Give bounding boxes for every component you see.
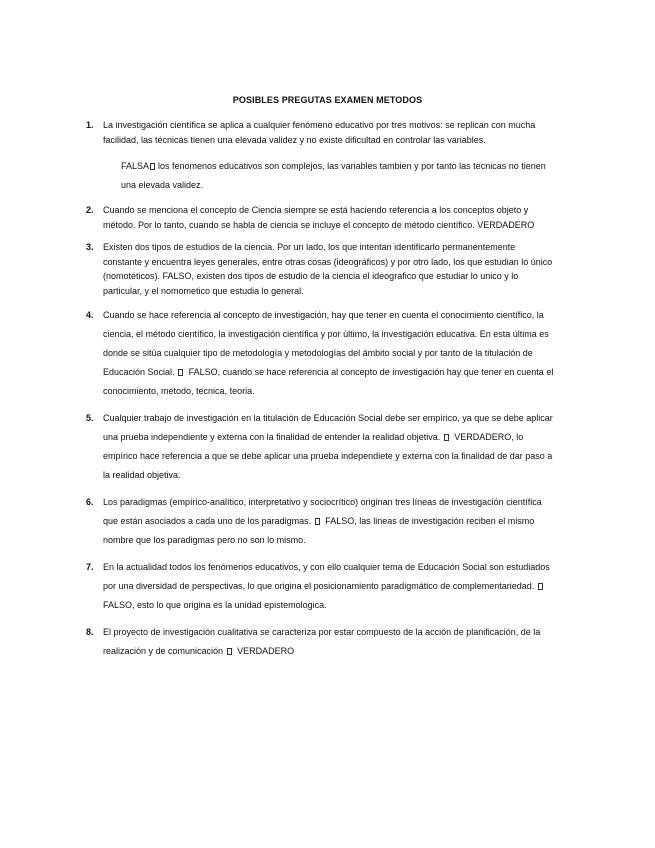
item-number: 2. <box>86 205 94 215</box>
list-item <box>86 493 556 550</box>
answer-text: FALSO, las lineas de investigación reciben el mismo nombre que los paradigmas pero no son lo mismo. <box>103 516 535 545</box>
item-number: 1. <box>86 120 94 130</box>
question-text: Existen dos tipos de estudios de la ciencia. Por un lado, los que intentan identificarlo permanentemente constante y encuentra leyes generales, entre otras cosas (ideográficos) y por otro lado, los que estudian lo único (nomotéticos). <box>103 242 553 281</box>
page-title: POSIBLES PREGUTAS EXAMEN METODOS <box>232 95 423 105</box>
item-number: 3. <box>86 242 94 252</box>
list-item <box>86 623 556 661</box>
missing-glyph-icon <box>178 369 183 376</box>
list-item <box>86 558 556 615</box>
list-item <box>86 240 556 298</box>
question-text: La investigación científica se aplica a cualquier fenómeno educativo por tres motivos: se replican con mucha facilidad, las técnicas tienen una elevada validez y no existe dificultad en controlar las variables. <box>103 120 536 145</box>
list-item <box>86 409 556 485</box>
list-item <box>86 203 556 232</box>
answer-text: VERDADERO <box>477 219 535 230</box>
missing-glyph-icon <box>444 434 449 441</box>
answer-block <box>121 157 556 195</box>
list-item <box>86 118 556 195</box>
question-text: Cuando se hace referencia al concepto de investigación, hay que tener en cuenta el conocimiento científico, la ciencia, el método científico, la investigación científica y por último, la investigación educativa. En esta última es donde se sitúa cualquier tipo de metodología y metodologías del ámbito social y por tanto de la titulación de Educación Social. <box>103 310 549 377</box>
answer-text: FALSO, existen dos tipos de estudio de la ciencia el ideografico que estudiar lo unico y lo particular, y el nomometico que estudia lo general. <box>103 271 519 296</box>
answer-label: FALSA <box>121 161 150 171</box>
list-item <box>86 306 556 401</box>
question-text: Los paradigmas (empírico-analítico, interpretativo y sociocrítico) originan tres líneas de investigación científica que están asociados a cada uno de los paradigmas. <box>103 497 542 526</box>
question-text: El proyecto de investigación cualitativa se caracteriza por estar compuesto de la acción de planificación, de la realización y de comunicación <box>103 627 541 656</box>
missing-glyph-icon <box>227 648 232 655</box>
missing-glyph-icon <box>150 163 155 170</box>
item-number: 8. <box>86 627 94 637</box>
question-text: Cualquier trabajo de investigación en la titulación de Educación Social debe ser empírico, ya que se debe aplicar una prueba independiente y externa con la finalidad de entender la realidad objetiva. <box>103 413 553 442</box>
item-number: 4. <box>86 310 94 320</box>
missing-glyph-icon <box>315 518 320 525</box>
answer-text: FALSO, cuando se hace referencia al concepto de investigación hay que tener en cuenta el conocimiento, metodo, tecnica, teoria. <box>103 367 554 396</box>
item-number: 7. <box>86 562 94 572</box>
answer-text: los fenomenos educativos son complejos, las variables tambien y por tanto las tecnicas no tienen una elevada validez. <box>121 161 546 190</box>
answer-text: VERDADERO <box>237 646 295 656</box>
question-list <box>86 118 556 669</box>
item-number: 5. <box>86 413 94 423</box>
question-text: Cuando se menciona el concepto de Ciencia siempre se está haciendo referencia a los conceptos objeto y método. Por lo tanto, cuando se habla de ciencia se incluye el concepto de método científico. <box>103 205 529 230</box>
missing-glyph-icon <box>538 583 543 590</box>
question-text: En la actualidad todos los fenómenos educativos, y con ello cualquier tema de Educación Social son estudiados por una diversidad de perspectivas, lo que origina el posicionamiento paradigmático de complementariedad. <box>103 562 550 591</box>
answer-text: FALSO, esto lo que origina es la unidad epistemologica. <box>103 600 327 610</box>
answer-text: VERDADERO, lo empírico hace referencia a que se debe aplicar una prueba independiete y externa con la finalidad de dar paso a la realidad objetiva. <box>103 432 553 480</box>
item-number: 6. <box>86 497 94 507</box>
